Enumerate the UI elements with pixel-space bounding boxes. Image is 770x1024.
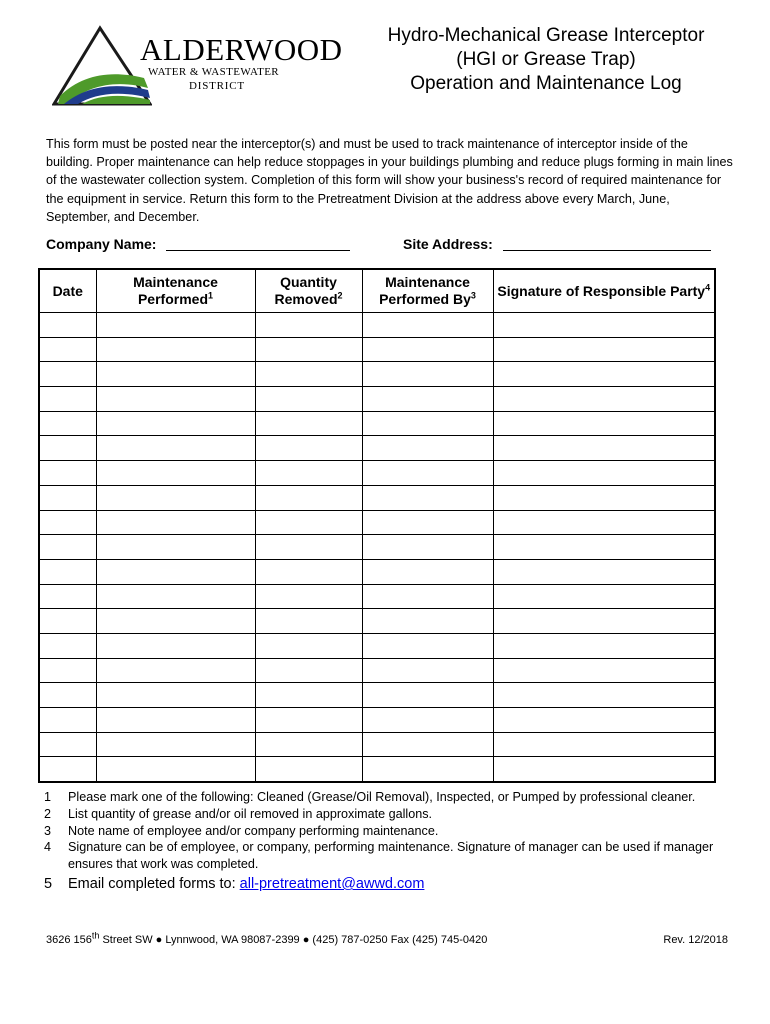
column-header-maintenance-performed: Maintenance Performed$^1$ [96,269,255,313]
signature-cell[interactable] [493,411,715,436]
district-logo [52,24,343,106]
table-row [39,485,715,510]
signature-cell[interactable] [493,609,715,634]
performed-by-cell[interactable] [362,732,493,757]
signature-cell[interactable] [493,584,715,609]
performed-by-cell[interactable] [362,387,493,412]
maintenance-performed-cell[interactable] [96,337,255,362]
footnote-1: 1 Please mark one of the following: Cleaned (Grease/Oil Removal), Inspected, or Pumped by professional cleaner. [44,790,696,804]
maintenance-performed-cell[interactable] [96,559,255,584]
maintenance-performed-cell[interactable] [96,683,255,708]
table-row [39,510,715,535]
column-header-signature: Signature of Responsible Party$^4$ [493,269,715,313]
maintenance-performed-cell[interactable] [96,658,255,683]
performed-by-cell[interactable] [362,485,493,510]
signature-cell[interactable] [493,683,715,708]
date-cell[interactable] [39,337,96,362]
quantity-removed-cell[interactable] [255,387,362,412]
signature-cell[interactable] [493,313,715,338]
site-address-field [403,236,711,252]
performed-by-cell[interactable] [362,313,493,338]
quantity-removed-cell[interactable] [255,708,362,733]
footnote-5-email: 5 Email completed forms to: all-pretreatment@awwd.com [44,875,425,892]
table-row [39,461,715,486]
logo-brand-text: ALDERWOOD [140,32,343,67]
maintenance-performed-cell[interactable] [96,757,255,782]
performed-by-cell[interactable] [362,633,493,658]
performed-by-cell[interactable] [362,609,493,634]
site-address-input[interactable] [503,236,711,251]
date-cell[interactable] [39,387,96,412]
performed-by-cell[interactable] [362,584,493,609]
signature-cell[interactable] [493,559,715,584]
column-header-performed-by: Maintenance Performed By$^3$ [362,269,493,313]
quantity-removed-cell[interactable] [255,313,362,338]
date-cell[interactable] [39,436,96,461]
quantity-removed-cell[interactable] [255,362,362,387]
table-row [39,387,715,412]
table-row [39,362,715,387]
footnotes [44,789,734,894]
table-row [39,609,715,634]
date-cell[interactable] [39,732,96,757]
signature-cell[interactable] [493,362,715,387]
signature-cell[interactable] [493,757,715,782]
quantity-removed-cell[interactable] [255,559,362,584]
signature-cell[interactable] [493,510,715,535]
alderwood-logo-mark-icon [52,24,152,106]
maintenance-performed-cell[interactable] [96,436,255,461]
signature-cell[interactable] [493,633,715,658]
column-header-quantity-removed: Quantity Removed$^2$ [255,269,362,313]
table-row [39,436,715,461]
quantity-removed-cell[interactable] [255,683,362,708]
site-address-label: Site Address: [403,236,493,252]
date-cell[interactable] [39,708,96,733]
performed-by-cell[interactable] [362,683,493,708]
table-row [39,337,715,362]
quantity-removed-cell[interactable] [255,485,362,510]
maintenance-performed-cell[interactable] [96,362,255,387]
signature-cell[interactable] [493,732,715,757]
title-line-2: (HGI or Grease Trap) [456,49,636,70]
table-row [39,633,715,658]
maintenance-performed-cell[interactable] [96,633,255,658]
company-name-label: Company Name: [46,236,157,252]
performed-by-cell[interactable] [362,411,493,436]
date-cell[interactable] [39,510,96,535]
table-row [39,708,715,733]
title-line-3: Operation and Maintenance Log [410,73,682,94]
maintenance-performed-cell[interactable] [96,584,255,609]
signature-cell[interactable] [493,461,715,486]
quantity-removed-cell[interactable] [255,732,362,757]
footnote-3: 3 Note name of employee and/or company performing maintenance. [44,823,439,838]
revision-date: Rev. 12/2018 [663,934,728,946]
quantity-removed-cell[interactable] [255,436,362,461]
quantity-removed-cell[interactable] [255,658,362,683]
maintenance-performed-cell[interactable] [96,708,255,733]
performed-by-cell[interactable] [362,436,493,461]
signature-cell[interactable] [493,658,715,683]
performed-by-cell[interactable] [362,510,493,535]
table-header-row [39,269,715,313]
quantity-removed-cell[interactable] [255,461,362,486]
date-cell[interactable] [39,313,96,338]
date-cell[interactable] [39,609,96,634]
signature-cell[interactable] [493,436,715,461]
email-link[interactable]: all-pretreatment@awwd.com [239,875,425,892]
performed-by-cell[interactable] [362,362,493,387]
page-title [358,24,734,96]
date-cell[interactable] [39,461,96,486]
date-cell[interactable] [39,658,96,683]
date-cell[interactable] [39,757,96,782]
quantity-removed-cell[interactable] [255,584,362,609]
date-cell[interactable] [39,362,96,387]
signature-cell[interactable] [493,535,715,560]
title-line-1: Hydro-Mechanical Grease Interceptor [387,25,705,46]
email-note-text: Email completed forms to: [68,875,240,892]
maintenance-performed-cell[interactable] [96,411,255,436]
quantity-removed-cell[interactable] [255,411,362,436]
maintenance-performed-cell[interactable] [96,535,255,560]
quantity-removed-cell[interactable] [255,757,362,782]
quantity-removed-cell[interactable] [255,337,362,362]
date-cell[interactable] [39,633,96,658]
table-row [39,411,715,436]
quantity-removed-cell[interactable] [255,510,362,535]
logo-subtitle-2: DISTRICT [189,80,245,92]
table-row [39,535,715,560]
date-cell[interactable] [39,411,96,436]
performed-by-cell[interactable] [362,708,493,733]
footer [46,930,728,946]
maintenance-performed-cell[interactable] [96,485,255,510]
maintenance-performed-cell[interactable] [96,313,255,338]
date-cell[interactable] [39,683,96,708]
table-row [39,584,715,609]
performed-by-cell[interactable] [362,559,493,584]
performed-by-cell[interactable] [362,461,493,486]
signature-cell[interactable] [493,708,715,733]
quantity-removed-cell[interactable] [255,609,362,634]
footnote-4: 4 Signature can be of employee, or company, performing maintenance. Signature of manager can be used if manager ensures that work was completed. [44,840,714,872]
maintenance-performed-cell[interactable] [96,510,255,535]
table-row [39,683,715,708]
table-row [39,757,715,782]
quantity-removed-cell[interactable] [255,535,362,560]
intro-paragraph: This form must be posted near the interceptor(s) and must be used to track maintenance of interceptor inside of the building. Proper maintenance can help reduce stoppages in your buildings plumbing and reduce plugs forming in main lines of the wastewater collection system. Completion of this form will show your business's record of required maintenance for the equipment in service. Return this form to the Pretreatment Division at the address above every March, June, September, and December. [46,137,733,224]
logo-subtitle-1: WATER & WASTEWATER [148,66,280,78]
footer-address: 3626 156th Street SW ● Lynnwood, WA 98087-2399 ● (425) 787-0250 Fax (425) 745-0420 [46,930,488,946]
maintenance-performed-cell[interactable] [96,461,255,486]
date-cell[interactable] [39,559,96,584]
footnote-2: 2 List quantity of grease and/or oil removed in approximate gallons. [44,806,433,821]
signature-cell[interactable] [493,337,715,362]
date-cell[interactable] [39,485,96,510]
maintenance-performed-cell[interactable] [96,387,255,412]
signature-cell[interactable] [493,387,715,412]
column-header-date: Date [39,269,96,313]
company-name-field [46,236,350,252]
table-row [39,559,715,584]
signature-cell[interactable] [493,485,715,510]
maintenance-log-table [38,268,716,783]
date-cell[interactable] [39,535,96,560]
table-row [39,658,715,683]
table-row [39,313,715,338]
table-row [39,732,715,757]
performed-by-cell[interactable] [362,658,493,683]
performed-by-cell[interactable] [362,337,493,362]
company-name-input[interactable] [166,236,350,251]
performed-by-cell[interactable] [362,535,493,560]
performed-by-cell[interactable] [362,757,493,782]
quantity-removed-cell[interactable] [255,633,362,658]
date-cell[interactable] [39,584,96,609]
maintenance-performed-cell[interactable] [96,732,255,757]
maintenance-performed-cell[interactable] [96,609,255,634]
